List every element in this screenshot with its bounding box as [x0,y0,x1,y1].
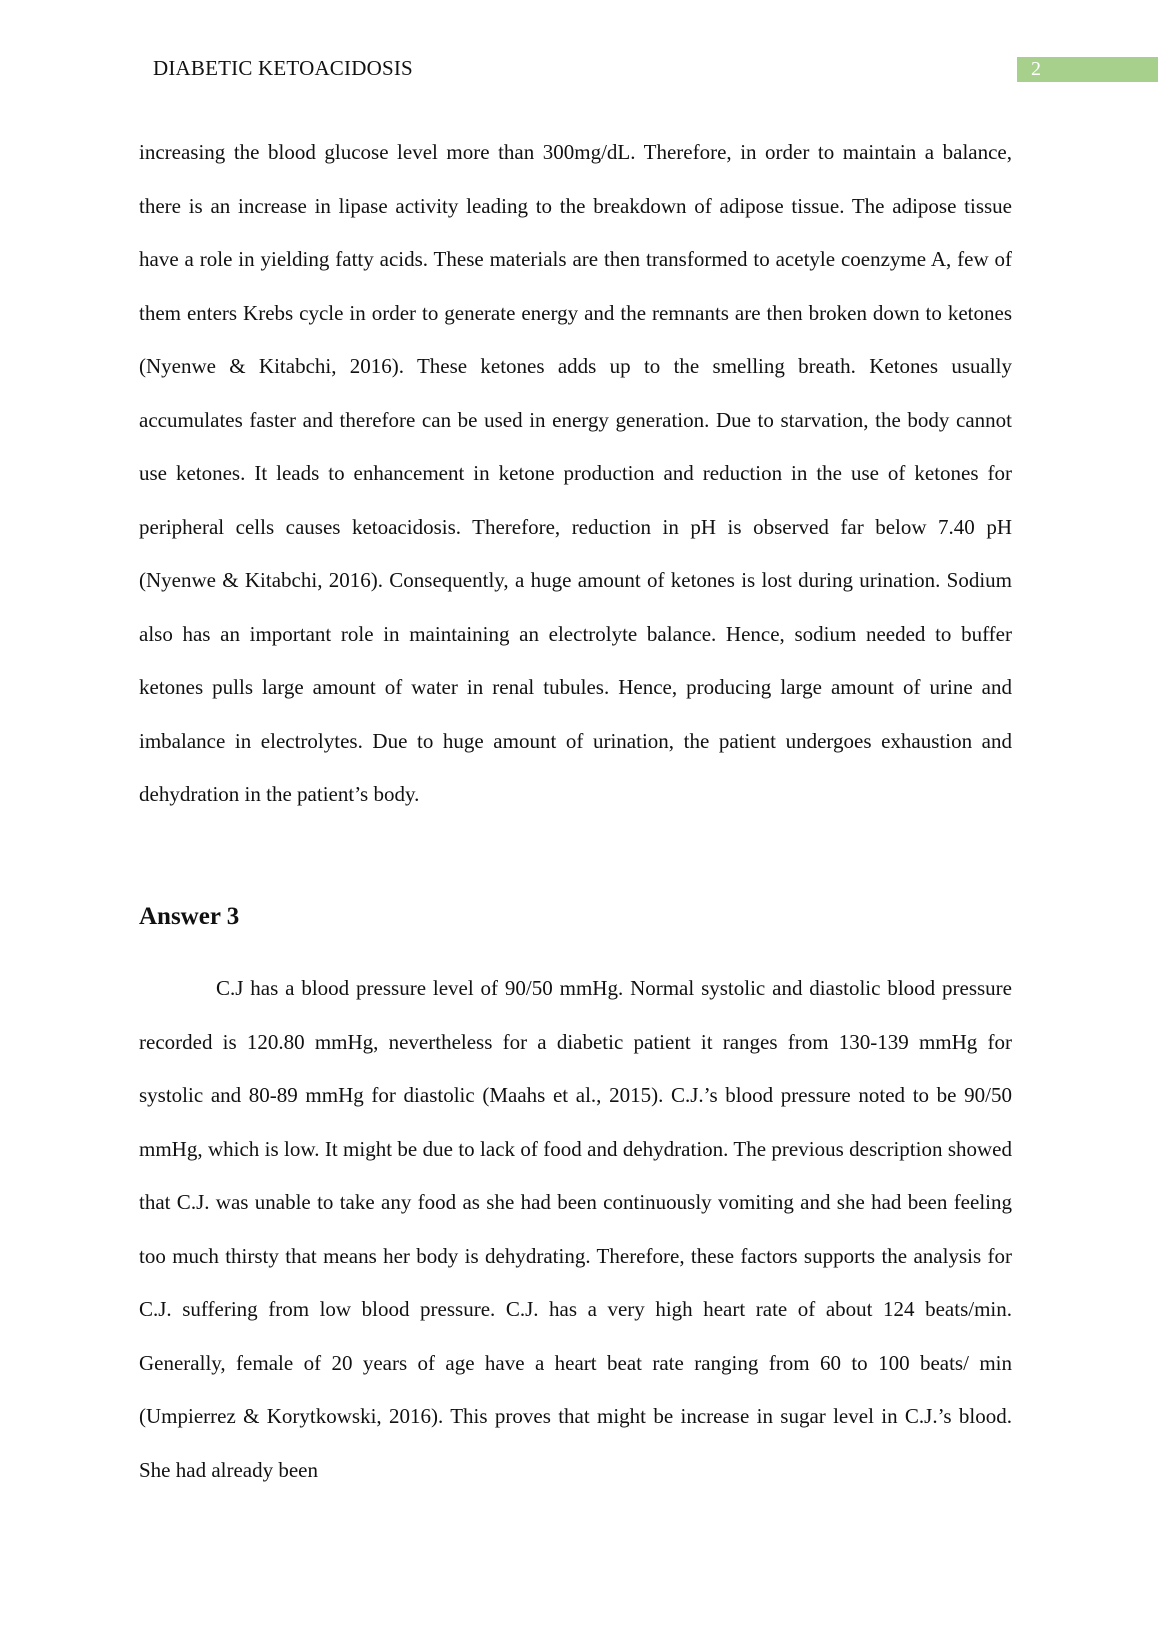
section-heading-answer-3: Answer 3 [139,903,240,930]
body-paragraph-1: increasing the blood glucose level more than 300mg/dL. Therefore, in order to maintain a balance, there is an increase in lipase activity leading to the breakdown of adipose tissue. The adipose tissue have a role in yielding fatty acids. These materials are then transformed to acetyle coenzyme A, few of them enters Krebs cycle in order to generate energy and the remnants are then broken down to ketones (Nyenwe & Kitabchi, 2016). These ketones adds up to the smelling breath. Ketones usually accumulates faster and therefore can be used in energy generation. Due to starvation, the body cannot use ketones. It leads to enhancement in ketone production and reduction in the use of ketones for peripheral cells causes ketoacidosis. Therefore, reduction in pH is observed far below 7.40 pH (Nyenwe & Kitabchi, 2016). Consequently, a huge amount of ketones is lost during urination. Sodium also has an important role in maintaining an electrolyte balance. Hence, sodium needed to buffer ketones pulls large amount of water in renal tubules. Hence, producing large amount of urine and imbalance in electrolytes. Due to huge amount of urination, the patient undergoes exhaustion and dehydration in the patient’s body. [139,140,1012,806]
page-number: 2 [1017,57,1158,82]
body-paragraph-2: C.J has a blood pressure level of 90/50 mmHg. Normal systolic and diastolic blood pressure recorded is 120.80 mmHg, nevertheless for a diabetic patient it ranges from 130-139 mmHg for systolic and 80-89 mmHg for diastolic (Maahs et al., 2015). C.J.’s blood pressure noted to be 90/50 mmHg, which is low. It might be due to lack of food and dehydration. The previous description showed that C.J. was unable to take any food as she had been continuously vomiting and she had been feeling too much thirsty that means her body is dehydrating. Therefore, these factors supports the analysis for C.J. suffering from low blood pressure. C.J. has a very high heart rate of about 124 beats/min. Generally, female of 20 years of age have a heart beat rate ranging from 60 to 100 beats/ min (Umpierrez & Korytkowski, 2016). This proves that might be increase in sugar level in C.J.’s blood. She had already been [139,976,1012,1482]
running-head-title: DIABETIC KETOACIDOSIS [153,56,413,80]
